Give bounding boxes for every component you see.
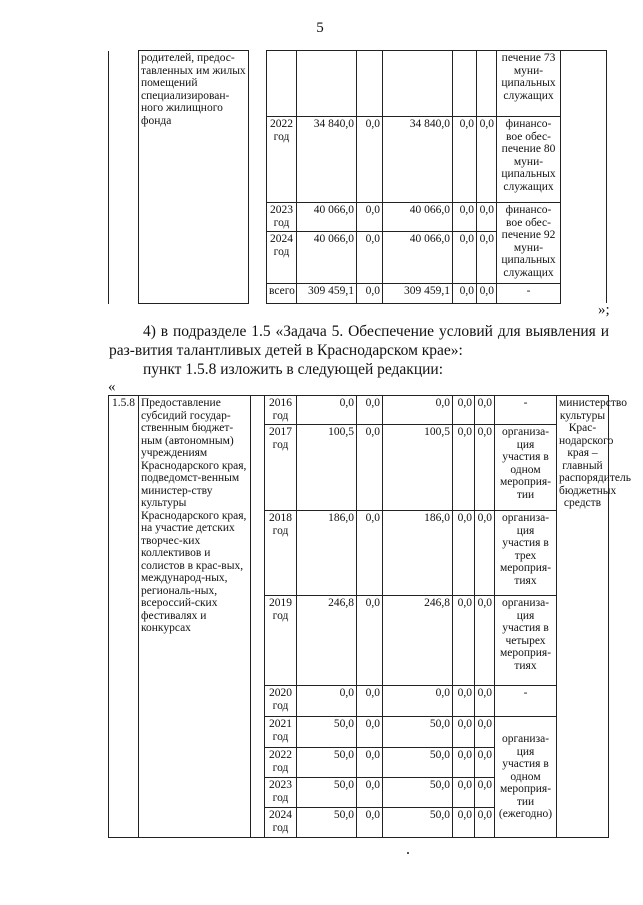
- total-cell: 100,5: [297, 425, 357, 511]
- fed-cell: 0,0: [357, 686, 383, 717]
- fed-cell: 0,0: [357, 511, 383, 596]
- other-cell: 0,0: [477, 232, 497, 284]
- year-cell: 2023 год: [267, 203, 297, 232]
- result-cell: печение 73 муни-ципальных служащих: [497, 51, 561, 117]
- result-cell: организа-ция участия в одном мероприя-тии (ежегодно): [495, 717, 557, 838]
- result-cell: организа-ция участия в четырех мероприя-тиях: [495, 596, 557, 686]
- year-cell: 2022 год: [265, 748, 297, 778]
- item-number: 1.5.8: [109, 396, 139, 838]
- fed-cell: 0,0: [357, 778, 383, 808]
- other-cell: 0,0: [475, 511, 495, 596]
- description-cell: родителей, предос-тавленных им жилых помещений специализирован-ного жилищного фонда: [139, 51, 249, 304]
- loc-cell: 0,0: [453, 717, 475, 748]
- paragraph-text: 4) в подразделе 1.5 «Задача 5. Обеспечение условий для выявления и раз-вития талантливых детей в Краснодарском крае»:: [109, 323, 609, 359]
- reg-cell: 246,8: [383, 596, 453, 686]
- result-cell: финансо-вое обес-печение 92 муни-ципальных служащих: [497, 203, 561, 284]
- fed-cell: [357, 51, 383, 117]
- reg-cell: 50,0: [383, 778, 453, 808]
- fed-cell: 0,0: [357, 117, 383, 203]
- description-cell: Предоставление субсидий государ-ственным бюджет-ным (автономным) учреждениям Краснодарского края, подведомст-венным министер-ству культуры Краснодарского края, на участие детских творчес-ких коллективов и солистов в крас-вых, международ-ных, региональ-ных, всероссий-ских фестивалях и конкурсах: [139, 396, 251, 838]
- paragraph-text: пункт 1.5.8 изложить в следующей редакции:: [143, 361, 444, 378]
- year-cell: 2019 год: [265, 596, 297, 686]
- reg-cell: 100,5: [383, 425, 453, 511]
- total-cell: 50,0: [297, 748, 357, 778]
- result-cell: организа-ция участия в трех мероприя-тиях: [495, 511, 557, 596]
- result-cell: -: [495, 686, 557, 717]
- result-cell: организа-ция участия в одном мероприя-тии: [495, 425, 557, 511]
- year-cell: 2022 год: [267, 117, 297, 203]
- reg-cell: 40 066,0: [383, 203, 453, 232]
- reg-cell: 309 459,1: [383, 284, 453, 304]
- year-cell: 2024 год: [267, 232, 297, 284]
- reg-cell: 40 066,0: [383, 232, 453, 284]
- loc-cell: 0,0: [453, 284, 477, 304]
- fed-cell: 0,0: [357, 203, 383, 232]
- other-cell: 0,0: [475, 686, 495, 717]
- fed-cell: 0,0: [357, 284, 383, 304]
- fed-cell: 0,0: [357, 396, 383, 425]
- total-cell: 40 066,0: [297, 203, 357, 232]
- total-cell: 50,0: [297, 808, 357, 838]
- loc-cell: 0,0: [453, 232, 477, 284]
- loc-cell: 0,0: [453, 511, 475, 596]
- other-cell: 0,0: [475, 748, 495, 778]
- total-cell: 246,8: [297, 596, 357, 686]
- loc-cell: 0,0: [453, 808, 475, 838]
- total-cell: 0,0: [297, 396, 357, 425]
- executor-column-frame: [550, 50, 607, 303]
- other-cell: 0,0: [475, 396, 495, 425]
- other-cell: 0,0: [475, 778, 495, 808]
- reg-cell: 34 840,0: [383, 117, 453, 203]
- reg-cell: 50,0: [383, 717, 453, 748]
- reg-cell: 186,0: [383, 511, 453, 596]
- total-cell: [297, 51, 357, 117]
- total-cell: 40 066,0: [297, 232, 357, 284]
- loc-cell: [453, 51, 477, 117]
- year-cell: 2021 год: [265, 717, 297, 748]
- year-cell: 2020 год: [265, 686, 297, 717]
- loc-cell: 0,0: [453, 396, 475, 425]
- paragraph-item: [143, 360, 643, 379]
- num-cell: [109, 51, 139, 304]
- other-cell: 0,0: [475, 717, 495, 748]
- fed-cell: 0,0: [357, 232, 383, 284]
- reg-cell: [383, 51, 453, 117]
- fed-cell: 0,0: [357, 425, 383, 511]
- other-cell: 0,0: [477, 117, 497, 203]
- scan-speck: [407, 852, 409, 854]
- fed-cell: 0,0: [357, 808, 383, 838]
- loc-cell: 0,0: [453, 596, 475, 686]
- loc-cell: 0,0: [453, 686, 475, 717]
- year-cell: 2016 год: [265, 396, 297, 425]
- fed-cell: 0,0: [357, 596, 383, 686]
- year-cell: 2018 год: [265, 511, 297, 596]
- total-cell: 309 459,1: [297, 284, 357, 304]
- reg-cell: 50,0: [383, 748, 453, 778]
- result-cell: -: [497, 284, 561, 304]
- blank-cell: [251, 396, 265, 838]
- total-cell: 34 840,0: [297, 117, 357, 203]
- closing-quote-mark: »;: [598, 302, 610, 318]
- year-cell: 2024 год: [265, 808, 297, 838]
- fed-cell: 0,0: [357, 717, 383, 748]
- blank-cell: [249, 51, 267, 304]
- opening-quote-mark: «: [108, 379, 116, 395]
- total-cell: 50,0: [297, 778, 357, 808]
- year-cell: [267, 51, 297, 117]
- other-cell: 0,0: [477, 203, 497, 232]
- other-cell: 0,0: [475, 425, 495, 511]
- loc-cell: 0,0: [453, 117, 477, 203]
- reg-cell: 0,0: [383, 396, 453, 425]
- year-cell: всего: [267, 284, 297, 304]
- loc-cell: 0,0: [453, 203, 477, 232]
- year-cell: 2023 год: [265, 778, 297, 808]
- item-table: [108, 395, 632, 838]
- total-cell: 186,0: [297, 511, 357, 596]
- total-cell: 50,0: [297, 717, 357, 748]
- loc-cell: 0,0: [453, 778, 475, 808]
- other-cell: 0,0: [475, 596, 495, 686]
- continued-table: [108, 50, 561, 304]
- result-cell: -: [495, 396, 557, 425]
- other-cell: [477, 51, 497, 117]
- result-cell: финансо-вое обес-печение 80 муни-ципальных служащих: [497, 117, 561, 203]
- executor-cell: министерство культуры Крас-нодарского края – главный распорядитель бюджетных средств: [557, 396, 609, 838]
- loc-cell: 0,0: [453, 425, 475, 511]
- year-cell: 2017 год: [265, 425, 297, 511]
- page-number: 5: [316, 20, 324, 36]
- reg-cell: 0,0: [383, 686, 453, 717]
- reg-cell: 50,0: [383, 808, 453, 838]
- paragraph-subsection: [109, 322, 609, 360]
- total-cell: 0,0: [297, 686, 357, 717]
- loc-cell: 0,0: [453, 748, 475, 778]
- other-cell: 0,0: [477, 284, 497, 304]
- other-cell: 0,0: [475, 808, 495, 838]
- fed-cell: 0,0: [357, 748, 383, 778]
